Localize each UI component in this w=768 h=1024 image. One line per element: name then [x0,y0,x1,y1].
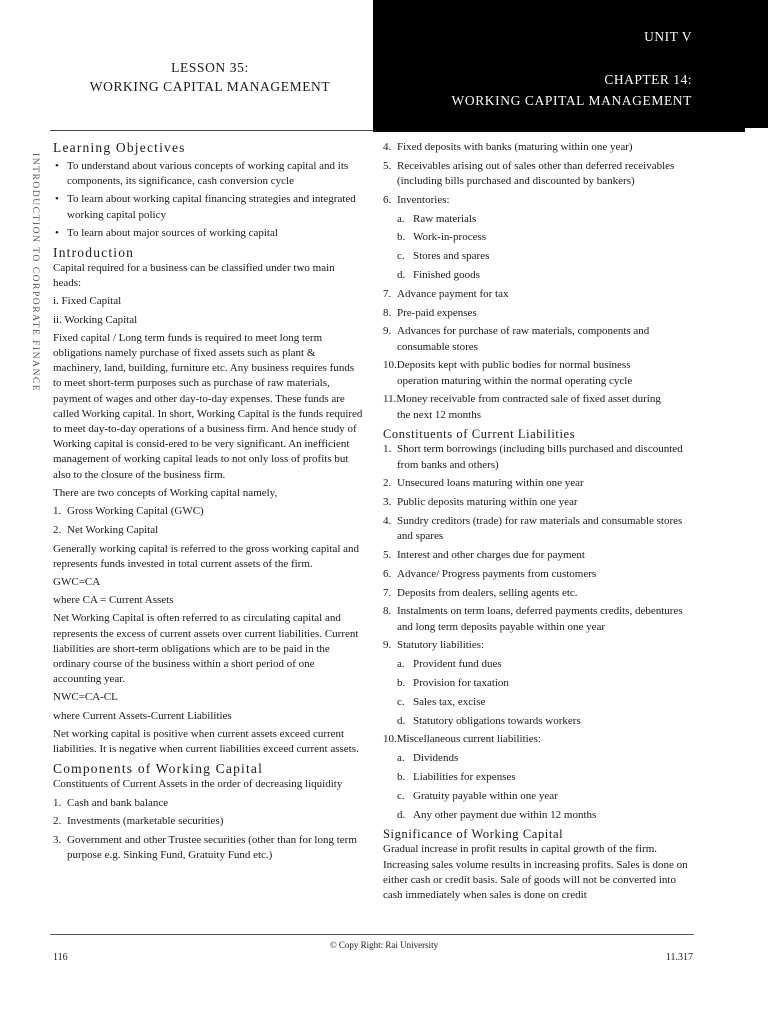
list-item: 10.Miscellaneous current liabilities: [383,733,541,746]
list-item: a. Dividends [397,752,459,765]
right-column [383,140,695,906]
list-item: c. Stores and spares [397,250,490,263]
chapter-header-banner [373,0,768,128]
list-item: 2. Unsecured loans maturing within one year [383,477,584,490]
list-item: 3. Government and other Trustee securities (other than for long term purpose e.g. Sinking Fund, Gratuity Fund etc.) [53,834,357,862]
lesson-number: LESSON 35: [171,60,249,75]
list-item: 8. Instalments on term loans, deferred payments credits, debentures and long term deposits payable within one year [383,605,683,633]
list-item: 1. Short term borrowings (including bills purchased and discounted from banks and others) [383,443,683,471]
list-item: 5. Interest and other charges due for payment [383,548,585,561]
header-divider-left [50,130,373,131]
list-item: 2. Investments (marketable securities) [53,815,224,828]
list-item: 5. Receivables arising out of sales other than deferred receivables (including bills purchased and discounted by bankers) [383,159,675,187]
chapter-block [452,69,693,111]
formula-note: where Current Assets-Current Liabilities [53,709,232,722]
page-number-right: 11.317 [665,952,693,963]
footer-divider [50,934,694,935]
lesson-header [50,58,370,96]
copyright-notice: © Copy Right: Rai University [329,940,439,950]
list-item: b. Work-in-process [397,231,487,244]
list-item: ii. Working Capital [53,313,138,326]
left-column [53,139,363,867]
list-item: 3. Public deposits maturing within one year [383,496,578,509]
unit-label: UNIT V [644,29,692,44]
current-liabilities-list [383,442,695,653]
list-item: 4. Sundry creditors (trade) for raw materials and consumable stores and spares [383,514,683,543]
list-item: 2. Net Working Capital [53,523,159,536]
list-item: 11.Money receivable from contracted sale of fixed asset during the next 12 months [383,393,661,421]
list-item: b. Liabilities for expenses [397,770,516,783]
statutory-liabilities-list [397,657,695,729]
list-item: b. Provision for taxation [397,676,509,689]
list-item: 10.Deposits kept with public bodies for normal business operation maturing within the normal operating cycle [383,359,633,387]
paragraph: Net Working Capital is often referred to as circulating capital and represents the excess of current assets over current liabilities. Current liabilities are short-term obligations which are to be paid in the ordinary course of the business within a short period of one accounting year. [53,612,359,686]
list-item: 7. Deposits from dealers, selling agents etc. [383,586,578,599]
learning-objectives-list [53,159,363,241]
paragraph: Net working capital is positive when current assets exceed current liabilities. It is negative when current liabilities exceed current assets. [53,727,359,756]
formula-note: where CA = Current Assets [53,594,174,607]
list-item: i. Fixed Capital [53,295,122,308]
paragraph: Gradual increase in profit results in capital growth of the firm. Increasing sales volume results in increasing profits. Sales is done on either cash or credit basis. Sale of goods will not be converted into cash immediately when sales is done on credit [383,843,688,901]
current-assets-list-cont [383,140,695,208]
current-assets-list [53,796,363,864]
list-item: • To learn about major sources of working capital [53,226,363,241]
inventories-list [397,212,695,284]
page-number-left: 116 [53,952,68,963]
list-item: • To understand about various concepts of working capital and its components, its significance, cash conversion cycle [53,159,363,189]
list-item: 9. Advances for purchase of raw materials, components and consumable stores [383,325,650,353]
list-item: a. Raw materials [397,212,477,225]
learning-objectives-heading: Learning Objectives [53,140,186,155]
list-item: a. Provident fund dues [397,658,502,671]
components-heading: Components of Working Capital [53,761,264,777]
list-item: 8. Pre-paid expenses [383,306,477,319]
list-item: 7. Advance payment for tax [383,287,509,300]
list-item: d. Any other payment due within 12 months [397,808,597,821]
current-assets-list-cont2 [383,287,695,423]
paragraph: Constituents of Current Assets in the order of decreasing liquidity [53,778,343,791]
paragraph: Fixed capital / Long term funds is required to meet long term obligations namely purchase of fixed assets such as plant & machinery, land, building, furniture etc. Any business requires funds to meet short-term purposes such as purchase of raw materials, payment of wages and other day-to-day expenses. These funds are called Working capital. In short, Working Capital is the funds required to meet day-to-day operations of a business firm. And hence study of Working capital is consid-ered to be very significant. An inefficient management of working capital leads to not only loss of profits but also to the closure of the business firm. [53,331,363,481]
lesson-title: WORKING CAPITAL MANAGEMENT [89,79,331,94]
chapter-number: CHAPTER 14: [604,72,692,87]
list-item: 4. Fixed deposits with banks (maturing within one year) [383,141,633,153]
header-divider-right [373,128,745,132]
list-item: 1. Cash and bank balance [53,796,169,809]
significance-heading: Significance of Working Capital [383,827,564,842]
list-item: 9. Statutory liabilities: [383,639,485,652]
list-item: c. Gratuity payable within one year [397,789,558,802]
side-running-head [27,153,41,393]
misc-liabilities-list [397,751,695,823]
formula-gwc: GWC=CA [53,576,101,589]
list-item: 6. Inventories: [383,193,450,206]
chapter-title: WORKING CAPITAL MANAGEMENT [451,93,692,108]
paragraph: Capital required for a business can be classified under two main heads: [53,262,335,290]
list-item: c. Sales tax, excise [397,695,486,708]
misc-liabilities-heading-list [383,732,695,747]
side-running-head-text: INTRODUCTION TO CORPORATE FINANCE [30,153,41,393]
paragraph: Generally working capital is referred to the gross working capital and represents funds invested in total current assets of the firm. [53,542,360,570]
introduction-heading: Introduction [53,245,135,261]
list-item: d. Statutory obligations towards workers [397,714,581,727]
formula-nwc: NWC=CA-CL [53,691,118,704]
current-liabilities-heading: Constituents of Current Liabilities [383,427,576,442]
list-item: 6. Advance/ Progress payments from customers [383,567,597,580]
list-item: • To learn about working capital financing strategies and integrated working capital policy [53,192,363,222]
paragraph: There are two concepts of Working capital namely, [53,486,278,499]
list-item: 1. Gross Working Capital (GWC) [53,505,204,518]
concepts-list [53,504,363,538]
list-item: d. Finished goods [397,268,480,281]
